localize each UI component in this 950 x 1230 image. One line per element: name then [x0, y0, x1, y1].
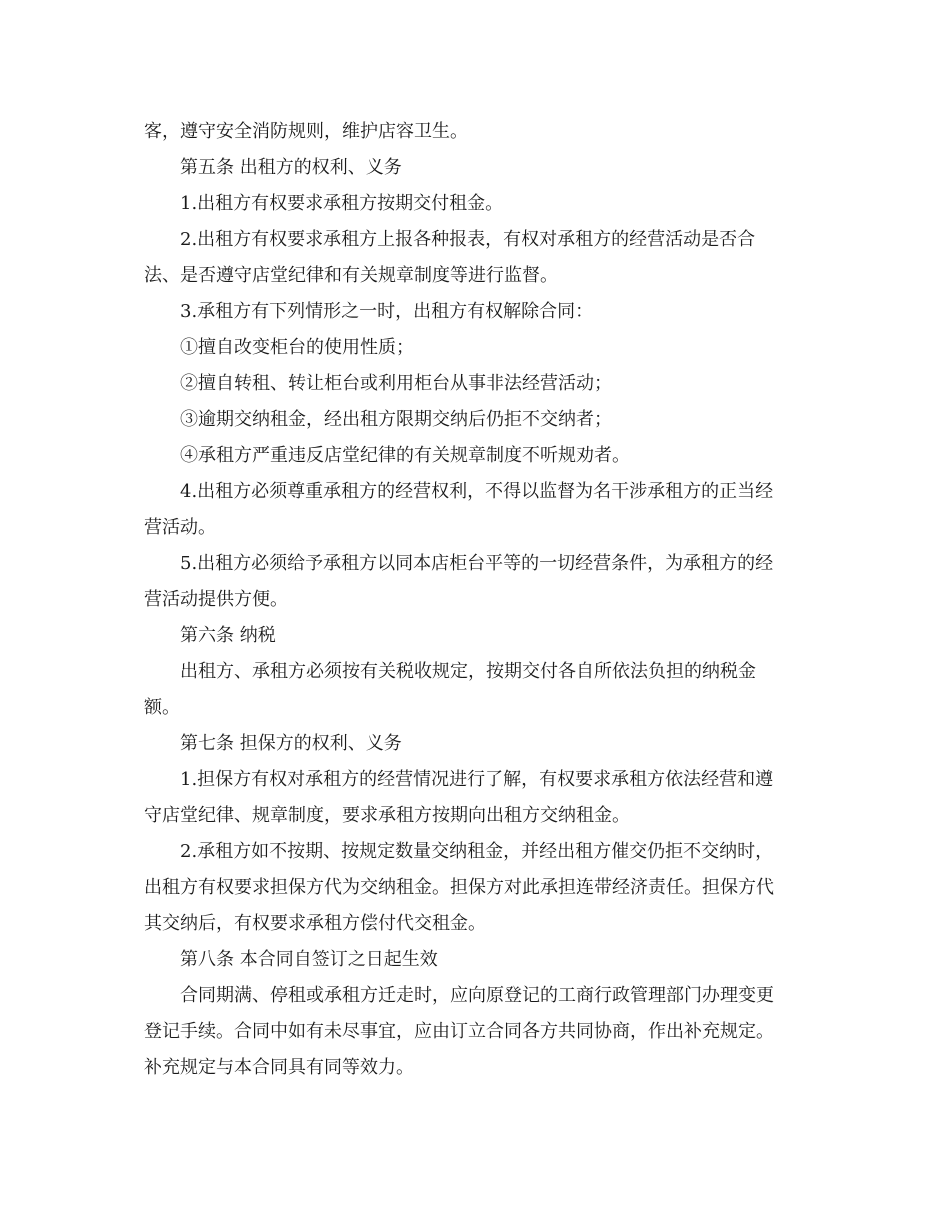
- contract-text-body: [144, 114, 809, 1086]
- text-line: 出租方、承租方必须按有关税收规定，按期交付各自所依法负担的纳税金: [180, 661, 756, 682]
- text-line: 2.出租方有权要求承租方上报各种报表，有权对承租方的经营活动是否合: [180, 229, 756, 250]
- text-line: 客，遵守安全消防规则，维护店容卫生。: [144, 121, 468, 142]
- text-line: 1.出租方有权要求承租方按期交付租金。: [180, 193, 504, 214]
- text-line: 法、是否遵守店堂纪律和有关规章制度等进行监督。: [144, 265, 558, 286]
- article-7-heading: 第七条 担保方的权利、义务: [180, 733, 402, 754]
- text-line: 出租方有权要求担保方代为交纳租金。担保方对此承担连带经济责任。担保方代: [144, 877, 774, 898]
- text-line: 其交纳后，有权要求承租方偿付代交租金。: [144, 913, 486, 934]
- text-line: 合同期满、停租或承租方迁走时，应向原登记的工商行政管理部门办理变更: [180, 985, 774, 1006]
- list-item: ②擅自转租、转让柜台或利用柜台从事非法经营活动；: [180, 373, 612, 394]
- text-line: 营活动提供方便。: [144, 589, 288, 610]
- text-line: 4.出租方必须尊重承租方的经营权利，不得以监督为名干涉承租方的正当经: [180, 481, 774, 502]
- text-line: 2.承租方如不按期、按规定数量交纳租金，并经出租方催交仍拒不交纳时，: [180, 841, 774, 862]
- text-line: 3.承租方有下列情形之一时，出租方有权解除合同：: [180, 301, 594, 322]
- article-8-heading: 第八条 本合同自签订之日起生效: [180, 949, 438, 970]
- text-line: 5.出租方必须给予承租方以同本店柜台平等的一切经营条件，为承租方的经: [180, 553, 774, 574]
- list-item: ③逾期交纳租金，经出租方限期交纳后仍拒不交纳者；: [180, 409, 612, 430]
- text-line: 登记手续。合同中如有未尽事宜，应由订立合同各方共同协商，作出补充规定。: [144, 1021, 774, 1042]
- text-line: 1.担保方有权对承租方的经营情况进行了解，有权要求承租方依法经营和遵: [180, 769, 774, 790]
- text-line: 补充规定与本合同具有同等效力。: [144, 1057, 414, 1078]
- list-item: ①擅自改变柜台的使用性质；: [180, 337, 414, 358]
- article-6-heading: 第六条 纳税: [180, 625, 276, 646]
- article-5-heading: 第五条 出租方的权利、义务: [180, 157, 402, 178]
- text-line: 守店堂纪律、规章制度，要求承租方按期向出租方交纳租金。: [144, 805, 630, 826]
- text-line: 额。: [144, 697, 180, 718]
- list-item: ④承租方严重违反店堂纪律的有关规章制度不听规劝者。: [180, 445, 630, 466]
- text-line: 营活动。: [144, 517, 216, 538]
